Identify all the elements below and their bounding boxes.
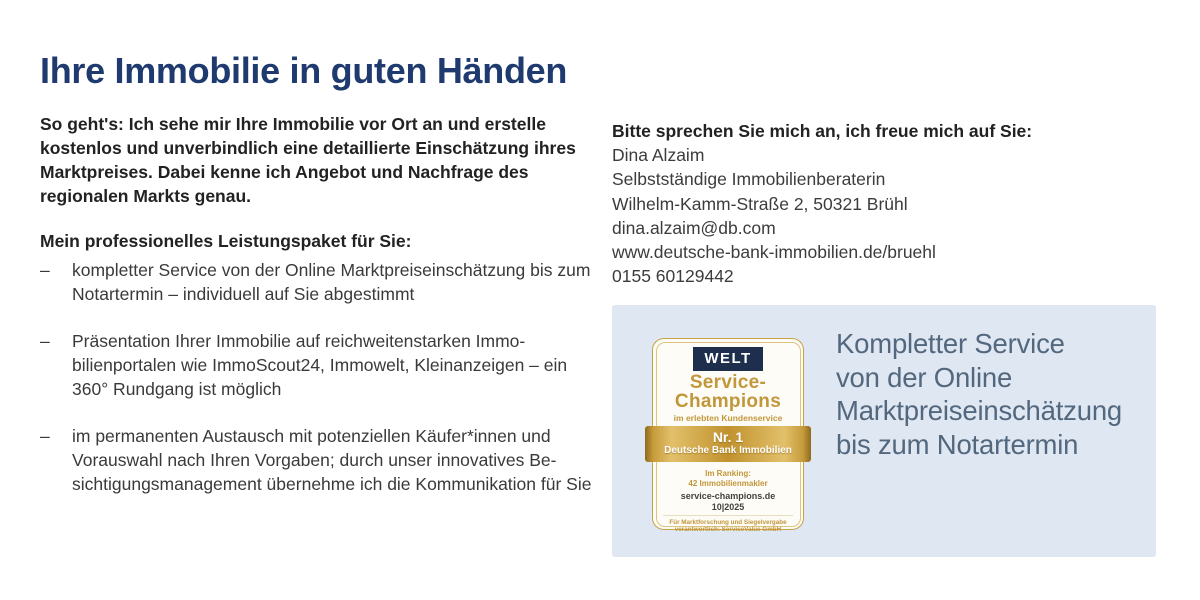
contact-name: Dina Alzaim	[612, 145, 705, 166]
contact-phone: 0155 60129442	[612, 266, 734, 287]
award-disclaimer-1: Für Marktforschung und Siegelvergabe	[669, 519, 787, 526]
bullet-dash: –	[40, 426, 50, 446]
service-item	[40, 329, 592, 401]
welt-logo-text: WELT	[693, 347, 762, 371]
service-item	[40, 424, 592, 496]
award-title-line1: Service-	[689, 372, 767, 393]
bullet-dash: –	[40, 331, 50, 351]
badge-divider	[663, 515, 793, 516]
promo-text	[836, 327, 1146, 461]
services-list	[40, 258, 592, 519]
award-badge	[652, 338, 804, 533]
intro-paragraph: So geht's: Ich sehe mir Ihre Immobilie vor Ort an und erstelle kostenlos und unverbindlich eine detaillierte Einschätzung ihres Marktpreises. Dabei kenne ich Angebot und Nachfrage des regionalen Markts genau.	[40, 114, 576, 206]
award-ribbon	[645, 426, 811, 462]
service-item-text: im permanenten Austausch mit potenziellen Käufer*innen und Vorauswahl nach Ihren Vorgaben; durch unser innovatives Besichtigungsmanagement übernehme ich die Kommunikation für Sie	[72, 426, 592, 494]
promo-line: Marktpreiseinschätzung	[836, 395, 1123, 426]
award-ranking-note-1: Im Ranking:	[705, 469, 751, 478]
contact-role: Selbstständige Immobilienberaterin	[612, 169, 886, 190]
bullet-dash: –	[40, 260, 50, 280]
service-item-text: kompletter Service von der Online Marktpreiseinschätzung bis zum Notartermin – individuell auf Sie abgestimmt	[72, 260, 591, 304]
contact-website[interactable]: www.deutsche-bank-immobilien.de/bruehl	[612, 242, 936, 263]
services-list-title: Mein professionelles Leistungspaket für Sie:	[40, 231, 412, 251]
contact-email[interactable]: dina.alzaim@db.com	[612, 217, 776, 238]
welt-logo	[653, 347, 803, 371]
contact-heading: Bitte sprechen Sie mich an, ich freue mich auf Sie:	[612, 121, 1033, 141]
contact-block	[612, 119, 1172, 288]
service-item	[40, 258, 592, 306]
promo-line: Kompletter Service	[836, 328, 1065, 359]
award-issue: 10|2025	[711, 502, 745, 512]
award-ranking-note-2: 42 Immobilienmakler	[688, 479, 768, 488]
award-disclaimer-2: verantwortlich: ServiceValue GmbH	[674, 526, 782, 533]
promo-panel	[612, 305, 1156, 557]
promo-line: von der Online	[836, 361, 1013, 393]
promo-line: bis zum Notartermin	[836, 428, 1079, 460]
contact-address: Wilhelm-Kamm-Straße 2, 50321 Brühl	[612, 193, 908, 214]
award-rank: Nr. 1	[712, 429, 744, 445]
award-source: service-champions.de	[680, 491, 776, 501]
award-title-line2: Champions	[674, 391, 782, 412]
service-item-text: Präsentation Ihrer Immobilie auf reichweitenstarken Immobilienportalen wie ImmoScout24, Immowelt, Kleinanzeigen – ein 360° Rundgang ist möglich	[72, 331, 568, 399]
page-title: Ihre Immobilie in guten Händen	[40, 50, 568, 91]
award-subtitle: im erlebten Kundenservice	[673, 413, 783, 423]
award-company: Deutsche Bank Immobilien	[664, 445, 792, 456]
